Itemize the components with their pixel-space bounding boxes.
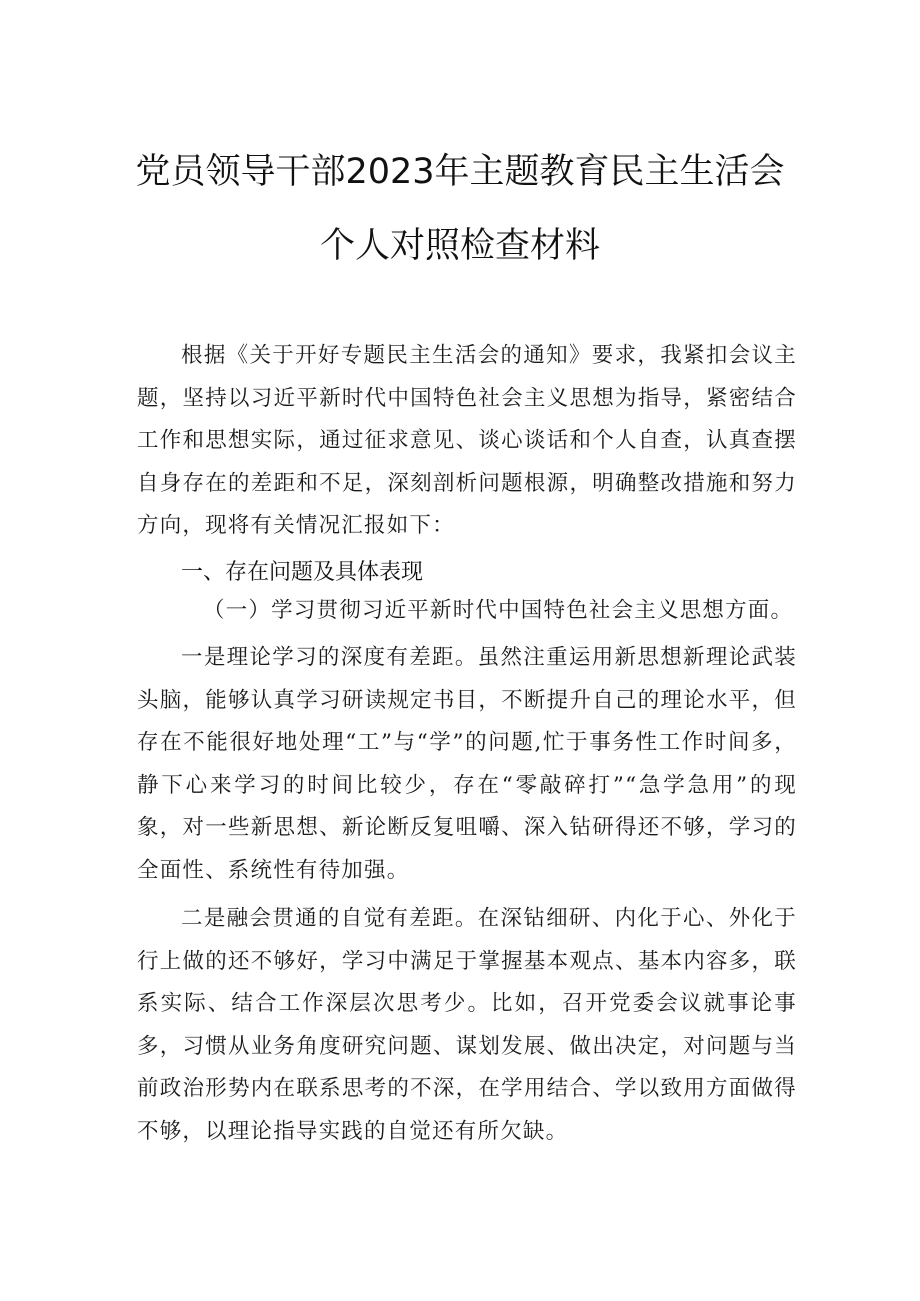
paragraph-one-block: [137, 637, 797, 893]
subsection-heading-block: [137, 590, 797, 633]
paragraph-one: 一是理论学习的深度有差距。虽然注重运用新思想新理论武装头脑，能够认真学习研读规定书目，不断提升自己的理论水平，但存在不能很好地处理“工”与“学”的问题,忙于事务性工作时间多，静下心来学习的时间比较少，存在“零敲碎打”“急学急用”的现象，对一些新思想、新论断反复咀嚼、深入钻研得还不够，学习的全面性、系统性有待加强。: [137, 645, 797, 883]
paragraph-two: 二是融会贯通的自觉有差距。在深钻细研、内化于心、外化于行上做的还不够好，学习中满足于掌握基本观点、基本内容多，联系实际、结合工作深层次思考少。比如，召开党委会议就事论事多，习惯从业务角度研究问题、谋划发展、做出决定，对问题与当前政治形势内在联系思考的不深，在学用结合、学以致用方面做得不够，以理论指导实践的自觉还有所欠缺。: [137, 906, 797, 1144]
paragraph-two-block: [137, 898, 797, 1154]
section-heading: 一、存在问题及具体表现: [181, 560, 424, 585]
document-title-line-1: 党员领导干部2023年主题教育民主生活会: [135, 152, 785, 192]
subsection-heading: （一）学习贯彻习近平新时代中国特色社会主义思想方面。: [203, 598, 794, 623]
intro-paragraph-block: [137, 335, 797, 548]
document-title-line-2: 个人对照检查材料: [319, 226, 600, 266]
intro-paragraph: 根据《关于开好专题民主生活会的通知》要求，我紧扣会议主题，坚持以习近平新时代中国特色社会主义思想为指导，紧密结合工作和思想实际，通过征求意见、谈心谈话和个人自查，认真查摆自身存在的差距和不足，深刻剖析问题根源，明确整改措施和努力方向，现将有关情况汇报如下：: [137, 343, 797, 539]
